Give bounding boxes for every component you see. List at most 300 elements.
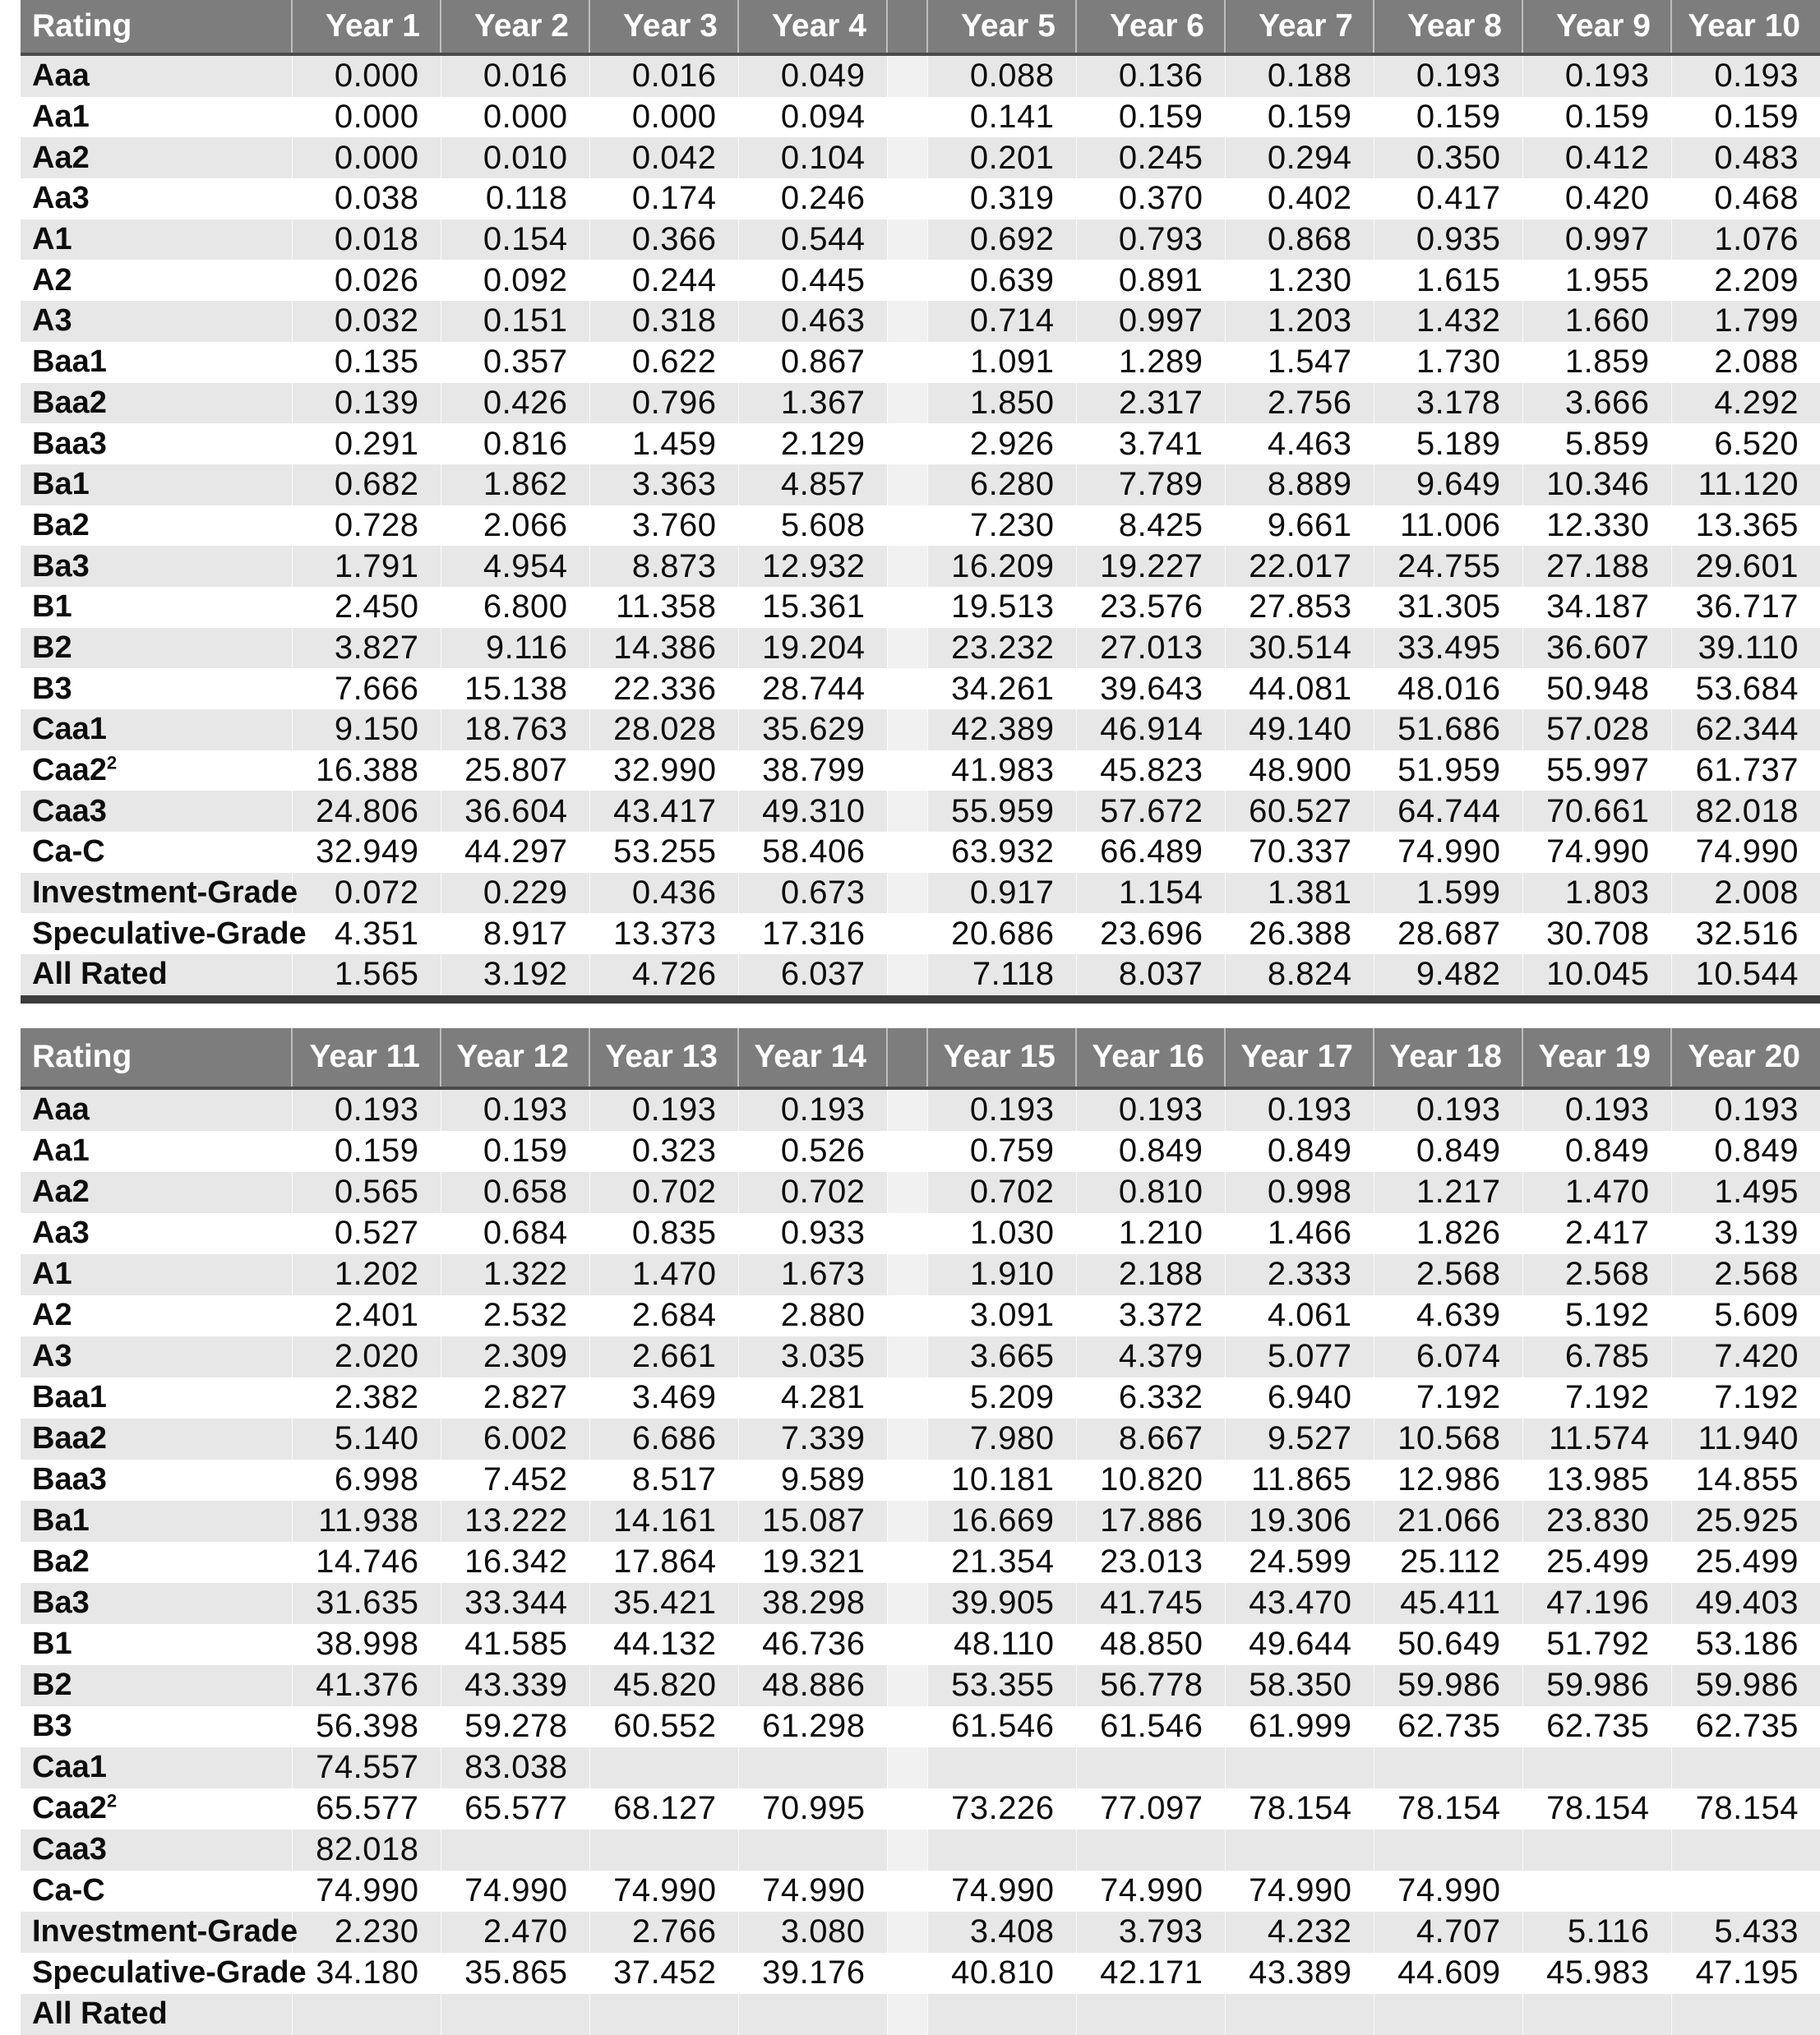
- table-row: [21, 1460, 1820, 1501]
- value-cell: 0.702: [589, 1172, 738, 1213]
- value-cell: 21.354: [927, 1542, 1076, 1583]
- rating-label: Baa3: [32, 426, 107, 461]
- value-cell: 41.585: [441, 1624, 589, 1665]
- rating-label: Ba3: [32, 1585, 90, 1621]
- value-cell: 9.116: [441, 628, 589, 669]
- rating-label: Ba1: [32, 1503, 90, 1539]
- value-cell: 49.140: [1225, 709, 1374, 750]
- table-row: [21, 1377, 1820, 1419]
- value-cell: 3.469: [589, 1377, 738, 1419]
- value-cell: 0.193: [1522, 54, 1671, 97]
- rating-cell: [21, 1254, 292, 1295]
- rating-cell: [21, 1419, 292, 1460]
- value-cell: 0.135: [292, 342, 441, 383]
- value-cell: 43.389: [1225, 1953, 1374, 1994]
- year-column-header: Year 18: [1374, 1028, 1522, 1088]
- value-cell: 10.820: [1076, 1460, 1225, 1501]
- value-cell: 19.321: [738, 1542, 887, 1583]
- value-cell: 0.997: [1076, 301, 1225, 342]
- spacer-cell: [887, 219, 927, 261]
- rating-label: All Rated: [32, 957, 168, 992]
- value-cell: [1076, 1994, 1225, 2035]
- value-cell: 0.692: [927, 219, 1076, 261]
- value-cell: 19.306: [1225, 1501, 1374, 1542]
- spacer-cell: [887, 873, 927, 914]
- value-cell: 34.261: [927, 668, 1076, 709]
- value-cell: 56.398: [292, 1706, 441, 1747]
- table-row: [21, 1747, 1820, 1788]
- value-cell: 27.188: [1522, 546, 1671, 587]
- rating-label: Aa1: [32, 99, 90, 135]
- value-cell: 0.245: [1076, 137, 1225, 178]
- rating-label: Baa2: [32, 1421, 107, 1456]
- value-cell: 9.527: [1225, 1419, 1374, 1460]
- table-row: [21, 54, 1820, 97]
- value-cell: [1225, 1994, 1374, 2035]
- value-cell: 39.176: [738, 1953, 887, 1994]
- value-cell: 25.112: [1374, 1542, 1522, 1583]
- value-cell: 1.730: [1374, 342, 1522, 383]
- value-cell: 64.744: [1374, 791, 1522, 832]
- value-cell: 6.686: [589, 1419, 738, 1460]
- rating-label: B1: [32, 589, 72, 625]
- table-row: [21, 342, 1820, 383]
- rating-label: Ba1: [32, 467, 90, 502]
- value-cell: 4.463: [1225, 423, 1374, 464]
- value-cell: 34.187: [1522, 587, 1671, 628]
- spacer-cell: [887, 1254, 927, 1295]
- value-cell: 28.687: [1374, 913, 1522, 954]
- value-cell: 13.222: [441, 1501, 589, 1542]
- value-cell: 3.665: [927, 1336, 1076, 1377]
- rating-cell: [21, 628, 292, 669]
- year-column-header: Year 8: [1374, 0, 1522, 54]
- value-cell: 38.799: [738, 750, 887, 791]
- spacer-cell: [887, 1172, 927, 1213]
- value-cell: 23.696: [1076, 913, 1225, 954]
- value-cell: 74.990: [1076, 1871, 1225, 1912]
- spacer-cell: [887, 423, 927, 464]
- year-column-header: Year 19: [1522, 1028, 1671, 1088]
- table-row: [21, 1419, 1820, 1460]
- value-cell: 0.867: [738, 342, 887, 383]
- header-row: [21, 1028, 1820, 1088]
- value-cell: 8.037: [1076, 954, 1225, 999]
- value-cell: 49.310: [738, 791, 887, 832]
- rating-cell: [21, 832, 292, 873]
- spacer-cell: [887, 1295, 927, 1336]
- value-cell: 2.129: [738, 423, 887, 464]
- value-cell: [738, 1747, 887, 1788]
- value-cell: 30.708: [1522, 913, 1671, 954]
- value-cell: 30.514: [1225, 628, 1374, 669]
- rating-label: Caa1: [32, 712, 107, 747]
- rating-label: Aa3: [32, 181, 90, 216]
- rating-label: B2: [32, 630, 72, 665]
- value-cell: 3.793: [1076, 1912, 1225, 1953]
- value-cell: 0.193: [589, 1088, 738, 1131]
- value-cell: 10.181: [927, 1460, 1076, 1501]
- rating-cell: [21, 464, 292, 505]
- value-cell: 59.278: [441, 1706, 589, 1747]
- value-cell: 6.332: [1076, 1377, 1225, 1419]
- value-cell: 0.193: [1076, 1088, 1225, 1131]
- value-cell: 0.835: [589, 1213, 738, 1254]
- spacer-cell: [887, 1131, 927, 1172]
- spacer-cell: [887, 301, 927, 342]
- value-cell: 7.230: [927, 505, 1076, 547]
- rating-cell: [21, 301, 292, 342]
- value-cell: 35.629: [738, 709, 887, 750]
- value-cell: 0.318: [589, 301, 738, 342]
- value-cell: 0.357: [441, 342, 589, 383]
- spacer-cell: [887, 668, 927, 709]
- value-cell: 59.986: [1522, 1665, 1671, 1706]
- table-row: [21, 97, 1820, 138]
- value-cell: 2.188: [1076, 1254, 1225, 1295]
- value-cell: 3.741: [1076, 423, 1225, 464]
- value-cell: 1.495: [1671, 1172, 1820, 1213]
- value-cell: 1.230: [1225, 260, 1374, 301]
- value-cell: 7.789: [1076, 464, 1225, 505]
- table-row: [21, 178, 1820, 219]
- value-cell: 31.635: [292, 1583, 441, 1624]
- table-row: [21, 954, 1820, 999]
- value-cell: 11.358: [589, 587, 738, 628]
- value-cell: 61.737: [1671, 750, 1820, 791]
- value-cell: 0.702: [927, 1172, 1076, 1213]
- value-cell: 0.639: [927, 260, 1076, 301]
- rating-footnote-superscript: 2: [106, 752, 118, 773]
- value-cell: 14.746: [292, 1542, 441, 1583]
- rating-cell: [21, 97, 292, 138]
- value-cell: 0.420: [1522, 178, 1671, 219]
- value-cell: 1.154: [1076, 873, 1225, 914]
- value-cell: 55.959: [927, 791, 1076, 832]
- value-cell: 0.154: [441, 219, 589, 261]
- value-cell: 3.080: [738, 1912, 887, 1953]
- rating-label: B3: [32, 1709, 72, 1744]
- rating-cell: [21, 1747, 292, 1788]
- value-cell: 4.726: [589, 954, 738, 999]
- value-cell: 5.140: [292, 1419, 441, 1460]
- value-cell: 1.910: [927, 1254, 1076, 1295]
- value-cell: 74.990: [589, 1871, 738, 1912]
- rating-cell: [21, 1583, 292, 1624]
- value-cell: 1.547: [1225, 342, 1374, 383]
- value-cell: 0.092: [441, 260, 589, 301]
- value-cell: 53.255: [589, 832, 738, 873]
- value-cell: 53.355: [927, 1665, 1076, 1706]
- value-cell: 1.859: [1522, 342, 1671, 383]
- value-cell: 51.959: [1374, 750, 1522, 791]
- rating-cell: [21, 423, 292, 464]
- value-cell: 26.388: [1225, 913, 1374, 954]
- value-cell: 23.830: [1522, 1501, 1671, 1542]
- value-cell: 7.118: [927, 954, 1076, 999]
- value-cell: 43.470: [1225, 1583, 1374, 1624]
- value-cell: 6.520: [1671, 423, 1820, 464]
- value-cell: 48.110: [927, 1624, 1076, 1665]
- rating-label: Aaa: [32, 58, 90, 94]
- value-cell: 0.849: [1225, 1131, 1374, 1172]
- value-cell: 35.865: [441, 1953, 589, 1994]
- value-cell: 61.999: [1225, 1706, 1374, 1747]
- default-rates-table-years-11-20: [21, 1028, 1820, 2035]
- rating-cell: [21, 137, 292, 178]
- value-cell: 0.849: [1522, 1131, 1671, 1172]
- rating-cell: [21, 505, 292, 547]
- rating-cell: [21, 1377, 292, 1419]
- value-cell: 0.935: [1374, 219, 1522, 261]
- value-cell: 1.367: [738, 383, 887, 424]
- spacer-cell: [887, 97, 927, 138]
- table-row: [21, 913, 1820, 954]
- value-cell: 0.526: [738, 1131, 887, 1172]
- value-cell: 0.104: [738, 137, 887, 178]
- value-cell: 66.489: [1076, 832, 1225, 873]
- table-row: [21, 1624, 1820, 1665]
- value-cell: 38.298: [738, 1583, 887, 1624]
- table-row: [21, 1254, 1820, 1295]
- rating-label: Aa2: [32, 1174, 90, 1210]
- spacer-cell: [887, 1830, 927, 1871]
- rating-cell: [21, 668, 292, 709]
- spacer-cell: [887, 1747, 927, 1788]
- value-cell: 2.333: [1225, 1254, 1374, 1295]
- value-cell: 70.995: [738, 1788, 887, 1830]
- spacer-cell: [887, 178, 927, 219]
- rating-cell: [21, 1088, 292, 1131]
- value-cell: 8.517: [589, 1460, 738, 1501]
- value-cell: 0.849: [1076, 1131, 1225, 1172]
- value-cell: 4.379: [1076, 1336, 1225, 1377]
- value-cell: 47.196: [1522, 1583, 1671, 1624]
- value-cell: 61.298: [738, 1706, 887, 1747]
- value-cell: 16.209: [927, 546, 1076, 587]
- table-row: [21, 423, 1820, 464]
- value-cell: 10.346: [1522, 464, 1671, 505]
- value-cell: 0.159: [1671, 97, 1820, 138]
- value-cell: [292, 1994, 441, 2035]
- value-cell: 0.868: [1225, 219, 1374, 261]
- table-row: [21, 628, 1820, 669]
- value-cell: [589, 1747, 738, 1788]
- value-cell: 4.232: [1225, 1912, 1374, 1953]
- year-column-header: Year 9: [1522, 0, 1671, 54]
- value-cell: 1.322: [441, 1254, 589, 1295]
- value-cell: 9.482: [1374, 954, 1522, 999]
- value-cell: 21.066: [1374, 1501, 1522, 1542]
- value-cell: 6.280: [927, 464, 1076, 505]
- spacer-cell: [887, 791, 927, 832]
- rating-column-header: Rating: [21, 0, 292, 54]
- value-cell: 6.800: [441, 587, 589, 628]
- value-cell: 13.985: [1522, 1460, 1671, 1501]
- year-column-header: Year 1: [292, 0, 441, 54]
- value-cell: 17.886: [1076, 1501, 1225, 1542]
- value-cell: 0.038: [292, 178, 441, 219]
- rating-label: Baa2: [32, 385, 107, 420]
- value-cell: 7.666: [292, 668, 441, 709]
- value-cell: 8.824: [1225, 954, 1374, 999]
- value-cell: 0.229: [441, 873, 589, 914]
- value-cell: 0.000: [441, 97, 589, 138]
- value-cell: 11.574: [1522, 1419, 1671, 1460]
- value-cell: 0.463: [738, 301, 887, 342]
- value-cell: 2.684: [589, 1295, 738, 1336]
- value-cell: 5.209: [927, 1377, 1076, 1419]
- header-spacer: [887, 0, 927, 54]
- value-cell: 2.066: [441, 505, 589, 547]
- value-cell: 7.192: [1374, 1377, 1522, 1419]
- value-cell: 48.850: [1076, 1624, 1225, 1665]
- value-cell: 0.682: [292, 464, 441, 505]
- value-cell: 0.193: [1374, 1088, 1522, 1131]
- spacer-cell: [887, 1213, 927, 1254]
- value-cell: 10.045: [1522, 954, 1671, 999]
- value-cell: 0.412: [1522, 137, 1671, 178]
- value-cell: 27.853: [1225, 587, 1374, 628]
- value-cell: 0.417: [1374, 178, 1522, 219]
- value-cell: 3.178: [1374, 383, 1522, 424]
- table-row: [21, 750, 1820, 791]
- value-cell: 8.667: [1076, 1419, 1225, 1460]
- value-cell: 0.483: [1671, 137, 1820, 178]
- value-cell: [1671, 1830, 1820, 1871]
- value-cell: 0.319: [927, 178, 1076, 219]
- value-cell: 0.159: [1374, 97, 1522, 138]
- value-cell: 0.673: [738, 873, 887, 914]
- table-row: [21, 1542, 1820, 1583]
- value-cell: 0.193: [1522, 1088, 1671, 1131]
- value-cell: 0.193: [292, 1088, 441, 1131]
- value-cell: 7.339: [738, 1419, 887, 1460]
- rating-cell: [21, 54, 292, 97]
- year-column-header: Year 10: [1671, 0, 1820, 54]
- value-cell: 12.932: [738, 546, 887, 587]
- value-cell: 8.873: [589, 546, 738, 587]
- rating-label: Ba2: [32, 1544, 90, 1580]
- value-cell: 43.417: [589, 791, 738, 832]
- spacer-cell: [887, 954, 927, 999]
- value-cell: [1374, 1994, 1522, 2035]
- value-cell: 2.020: [292, 1336, 441, 1377]
- value-cell: 1.799: [1671, 301, 1820, 342]
- spacer-cell: [887, 1088, 927, 1131]
- table-row: [21, 1706, 1820, 1747]
- value-cell: 0.193: [1671, 54, 1820, 97]
- value-cell: 0.136: [1076, 54, 1225, 97]
- rating-cell: [21, 383, 292, 424]
- value-cell: 0.174: [589, 178, 738, 219]
- spacer-cell: [887, 137, 927, 178]
- value-cell: 74.990: [738, 1871, 887, 1912]
- value-cell: 0.436: [589, 873, 738, 914]
- value-cell: 2.532: [441, 1295, 589, 1336]
- value-cell: 33.495: [1374, 628, 1522, 669]
- value-cell: 60.552: [589, 1706, 738, 1747]
- rating-cell: [21, 954, 292, 999]
- value-cell: 8.425: [1076, 505, 1225, 547]
- spacer-cell: [887, 1624, 927, 1665]
- value-cell: 0.622: [589, 342, 738, 383]
- value-cell: 0.849: [1374, 1131, 1522, 1172]
- value-cell: 28.028: [589, 709, 738, 750]
- value-cell: 1.381: [1225, 873, 1374, 914]
- value-cell: 0.246: [738, 178, 887, 219]
- value-cell: 62.344: [1671, 709, 1820, 750]
- rating-label: Speculative-Grade: [32, 1955, 307, 1991]
- value-cell: 9.589: [738, 1460, 887, 1501]
- value-cell: 0.810: [1076, 1172, 1225, 1213]
- spacer-cell: [887, 832, 927, 873]
- spacer-cell: [887, 54, 927, 97]
- value-cell: 2.756: [1225, 383, 1374, 424]
- table-row: [21, 505, 1820, 547]
- table-row: [21, 1994, 1820, 2035]
- value-cell: 1.850: [927, 383, 1076, 424]
- value-cell: 8.917: [441, 913, 589, 954]
- value-cell: 74.557: [292, 1747, 441, 1788]
- value-cell: 4.639: [1374, 1295, 1522, 1336]
- value-cell: 14.161: [589, 1501, 738, 1542]
- spacer-cell: [887, 913, 927, 954]
- value-cell: 0.527: [292, 1213, 441, 1254]
- value-cell: 0.159: [1522, 97, 1671, 138]
- rating-label: Investment-Grade: [32, 1914, 298, 1950]
- value-cell: 23.576: [1076, 587, 1225, 628]
- value-cell: 0.565: [292, 1172, 441, 1213]
- value-cell: 0.139: [292, 383, 441, 424]
- value-cell: 0.193: [738, 1088, 887, 1131]
- table-row: [21, 1583, 1820, 1624]
- rating-cell: [21, 873, 298, 914]
- value-cell: [1522, 1871, 1671, 1912]
- rating-label: Caa2: [32, 1791, 107, 1826]
- value-cell: [927, 1830, 1076, 1871]
- value-cell: 42.171: [1076, 1953, 1225, 1994]
- value-cell: 73.226: [927, 1788, 1076, 1830]
- rating-label: A2: [32, 1298, 72, 1333]
- value-cell: 59.986: [1374, 1665, 1522, 1706]
- value-cell: 59.986: [1671, 1665, 1820, 1706]
- value-cell: 1.803: [1522, 873, 1671, 914]
- table-row: [21, 1912, 1820, 1953]
- rating-label: Baa3: [32, 1462, 107, 1497]
- spacer-cell: [887, 1460, 927, 1501]
- value-cell: 2.880: [738, 1295, 887, 1336]
- value-cell: 2.088: [1671, 342, 1820, 383]
- value-cell: 0.141: [927, 97, 1076, 138]
- value-cell: 68.127: [589, 1788, 738, 1830]
- value-cell: 41.745: [1076, 1583, 1225, 1624]
- value-cell: 25.499: [1522, 1542, 1671, 1583]
- table-row: [21, 587, 1820, 628]
- table-row: [21, 1213, 1820, 1254]
- year-column-header: Year 20: [1671, 1028, 1820, 1088]
- table-row: [21, 1871, 1820, 1912]
- value-cell: 50.649: [1374, 1624, 1522, 1665]
- value-cell: 1.660: [1522, 301, 1671, 342]
- value-cell: 19.513: [927, 587, 1076, 628]
- value-cell: [1225, 1830, 1374, 1871]
- value-cell: [738, 1994, 887, 2035]
- value-cell: 0.366: [589, 219, 738, 261]
- value-cell: 11.120: [1671, 464, 1820, 505]
- value-cell: 4.954: [441, 546, 589, 587]
- rating-label: Aa1: [32, 1133, 90, 1169]
